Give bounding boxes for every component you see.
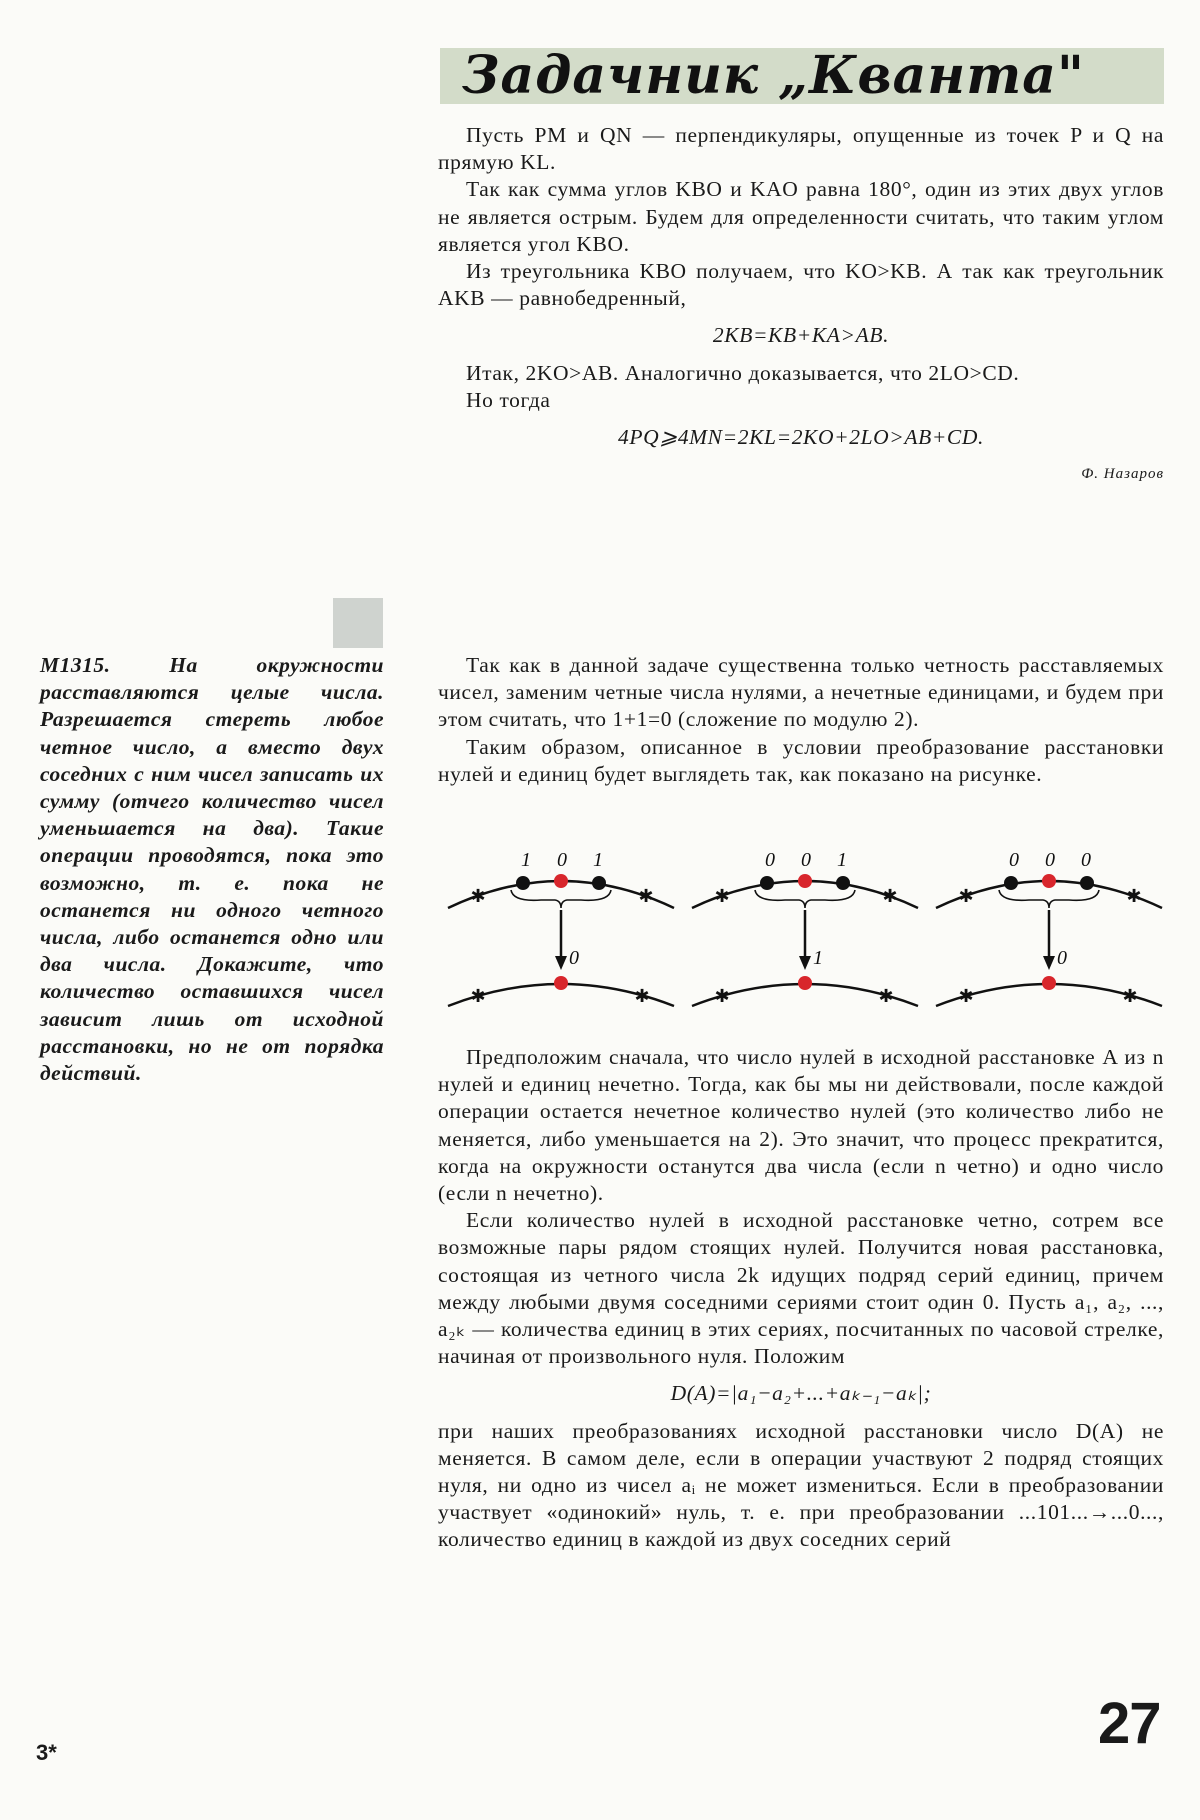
paragraph: Итак, 2KO>AB. Аналогично доказывается, что 2LO>CD. bbox=[466, 360, 1020, 385]
paragraph: Предположим сначала, что число нулей в исходной расстановке A из n нулей и единиц нечетно. Тогда, как бы мы ни действовали, после каждой операции остается нечетное количество нулей (это количество либо не меняется, либо уменьшается на 2). Это значит, что процесс прекратится, когда на окружности останутся два числа (если n четно) и одно число (если n нечетно). bbox=[438, 1045, 1164, 1206]
solution-intro bbox=[438, 652, 1164, 788]
star-mark-icon: ✱ bbox=[1122, 986, 1138, 1007]
formula: 4PQ⩾4MN=2KL=2KO+2LO>AB+CD. bbox=[618, 425, 984, 450]
paragraph: Но тогда bbox=[466, 387, 551, 412]
digit-label: 0 bbox=[1045, 849, 1055, 871]
red-dot bbox=[554, 976, 568, 990]
diagram-group bbox=[448, 849, 674, 1007]
transformation-diagram bbox=[438, 846, 1164, 1016]
arrow-head-icon bbox=[799, 956, 811, 970]
brace bbox=[755, 890, 855, 908]
star-mark-icon: ✱ bbox=[1126, 886, 1142, 907]
paragraph: Так как в данной задаче существенна только четность расставляемых чисел, заменим четные числа нулями, а нечетные единицами, и будем при этом считать, что 1+1=0 (сложение по модулю 2). bbox=[438, 653, 1164, 732]
arrow-head-icon bbox=[1043, 956, 1055, 970]
star-mark-icon: ✱ bbox=[714, 986, 730, 1007]
star-mark-icon: ✱ bbox=[470, 886, 486, 907]
top-proof-text bbox=[438, 122, 1164, 488]
star-mark-icon: ✱ bbox=[882, 886, 898, 907]
paragraph: Из треугольника KBO получаем, что KO>KB. А так как треугольник AKB — равнобедренный, bbox=[438, 259, 1164, 311]
result-label: 1 bbox=[813, 947, 823, 969]
digit-label: 0 bbox=[765, 849, 775, 871]
author-signature: Ф. Назаров bbox=[1081, 466, 1164, 483]
result-label: 0 bbox=[1057, 947, 1067, 969]
red-dot bbox=[798, 976, 812, 990]
star-mark-icon: ✱ bbox=[878, 986, 894, 1007]
digit-label: 0 bbox=[1081, 849, 1091, 871]
red-dot bbox=[554, 874, 568, 888]
formula: 2KB=KB+KA>AB. bbox=[712, 323, 890, 348]
star-mark-icon: ✱ bbox=[958, 886, 974, 907]
star-mark-icon: ✱ bbox=[634, 986, 650, 1007]
black-dot bbox=[836, 876, 850, 890]
digit-label: 0 bbox=[1009, 849, 1019, 871]
black-dot bbox=[1004, 876, 1018, 890]
diagram-group bbox=[692, 849, 918, 1007]
diagram-group bbox=[936, 849, 1162, 1007]
star-mark-icon: ✱ bbox=[714, 886, 730, 907]
paragraph: Таким образом, описанное в условии преобразование расстановки нулей и единиц будет выглядеть так, как показано на рисунке. bbox=[438, 734, 1164, 786]
digit-label: 0 bbox=[801, 849, 811, 871]
problem-statement: М1315. На окружности расставляются целые числа. Разрешается стереть любое четное число, а вместо двух соседних с ним чисел записать их сумму (отчего количество чисел уменьшается на два). Такие операции проводятся, пока это возможно, т. е. пока не останется ни одного четного числа, либо останется одно или два числа. Докажите, что количество оставшихся чисел зависит лишь от исходной расстановки, но не от порядка действий. bbox=[40, 653, 384, 1086]
red-dot bbox=[1042, 874, 1056, 888]
digit-label: 1 bbox=[521, 849, 531, 871]
signature-mark: 3* bbox=[36, 1740, 57, 1765]
black-dot bbox=[760, 876, 774, 890]
star-mark-icon: ✱ bbox=[470, 986, 486, 1007]
black-dot bbox=[516, 876, 530, 890]
arrow-head-icon bbox=[555, 956, 567, 970]
digit-label: 1 bbox=[837, 849, 847, 871]
black-dot bbox=[1080, 876, 1094, 890]
decorative-grey-box bbox=[333, 598, 383, 648]
page-number: 27 bbox=[1098, 1691, 1161, 1756]
digit-label: 0 bbox=[557, 849, 567, 871]
paragraph: Если количество нулей в исходной расстановке четно, сотрем все возможные пары рядом стоящих нулей. Получится новая расстановка, состоящая из четного числа 2k идущих подряд серий единиц, причем между любыми двумя соседними сериями стоит один 0. Пусть a₁, a₂, ..., a₂ₖ — количества единиц в этих сериях, посчитанных по часовой стрелке, начиная от произвольного нуля. Положим bbox=[438, 1208, 1164, 1369]
result-label: 0 bbox=[569, 947, 579, 969]
paragraph: при наших преобразованиях исходной расстановки число D(A) не меняется. В самом деле, если в операции участвуют 2 подряд стоящих нуля, ни одно из чисел aᵢ не может измениться. Если в преобразовании участвует «одинокий» нуль, т. е. при преобразовании ...101...→...0..., количество единиц в каждой из двух соседних серий bbox=[438, 1418, 1164, 1552]
star-mark-icon: ✱ bbox=[638, 886, 654, 907]
paragraph: Так как сумма углов KBO и KAO равна 180°, один из этих двух углов не является острым. Будем для определенности считать, что таким углом является угол KBO. bbox=[438, 177, 1164, 256]
solution-body bbox=[438, 1044, 1164, 1554]
section-title: Задачник „Кванта" bbox=[462, 45, 1085, 106]
black-dot bbox=[592, 876, 606, 890]
brace bbox=[999, 890, 1099, 908]
red-dot bbox=[1042, 976, 1056, 990]
formula: D(A)=|a₁−a₂+...+aₖ₋₁−aₖ|; bbox=[670, 1381, 932, 1406]
star-mark-icon: ✱ bbox=[958, 986, 974, 1007]
red-dot bbox=[798, 874, 812, 888]
paragraph: Пусть PM и QN — перпендикуляры, опущенные из точек P и Q на прямую KL. bbox=[438, 123, 1164, 175]
brace bbox=[511, 890, 611, 908]
digit-label: 1 bbox=[593, 849, 603, 871]
